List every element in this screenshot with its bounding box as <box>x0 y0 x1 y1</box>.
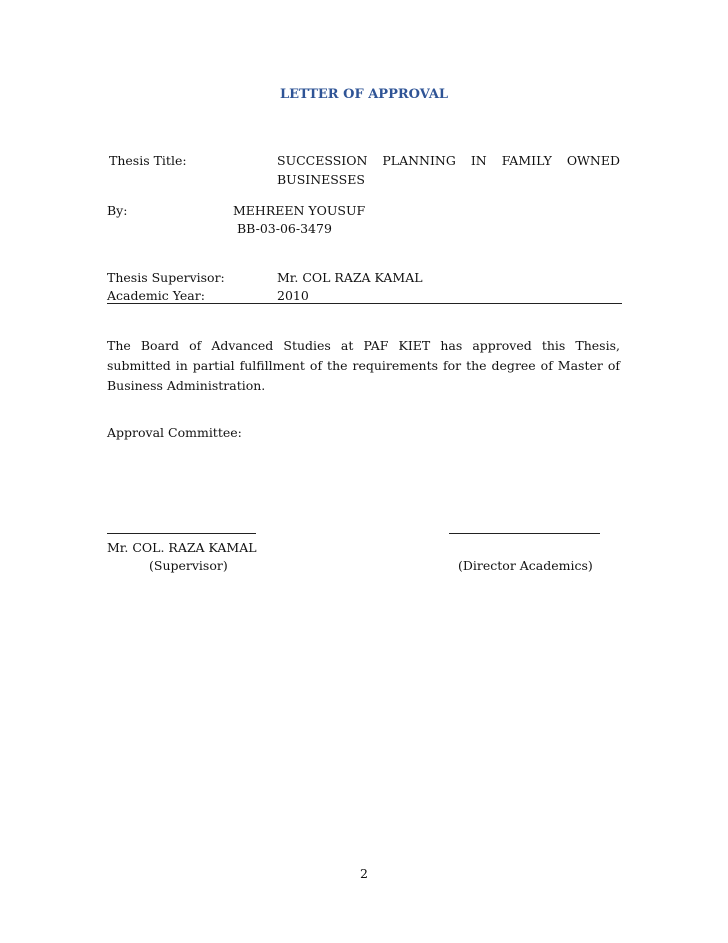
thesis-title-label: Thesis Title: <box>109 153 187 168</box>
thesis-title-word: OWNED <box>566 153 620 168</box>
director-signature-role: (Director Academics) <box>458 558 593 573</box>
section-divider <box>107 303 622 304</box>
author-name: MEHREEN YOUSUF <box>233 203 366 218</box>
supervisor-signature-line <box>107 533 256 534</box>
committee-label: Approval Committee: <box>107 425 242 440</box>
page-number: 2 <box>360 866 368 881</box>
thesis-title-word: PLANNING <box>382 153 456 168</box>
thesis-title-line2: BUSINESSES <box>277 172 365 187</box>
supervisor-value: Mr. COL RAZA KAMAL <box>277 270 423 285</box>
academic-year-label: Academic Year: <box>107 288 205 303</box>
supervisor-signature-role: (Supervisor) <box>149 558 228 573</box>
author-label: By: <box>107 203 128 218</box>
thesis-title-word: IN <box>470 153 487 168</box>
thesis-title-value <box>277 153 620 168</box>
author-id: BB-03-06-3479 <box>237 221 332 236</box>
thesis-title-word: FAMILY <box>501 153 552 168</box>
academic-year-value: 2010 <box>277 288 309 303</box>
supervisor-label: Thesis Supervisor: <box>107 270 225 285</box>
page-title: LETTER OF APPROVAL <box>279 87 449 102</box>
approval-paragraph: The Board of Advanced Studies at PAF KIET has approved this Thesis, submitted in partial fulfillment of the requirements for the degree of Master of Business Administration. <box>107 338 620 393</box>
supervisor-signature-name: Mr. COL. RAZA KAMAL <box>107 540 257 555</box>
thesis-title-word: SUCCESSION <box>277 153 368 168</box>
director-signature-line <box>449 533 600 534</box>
